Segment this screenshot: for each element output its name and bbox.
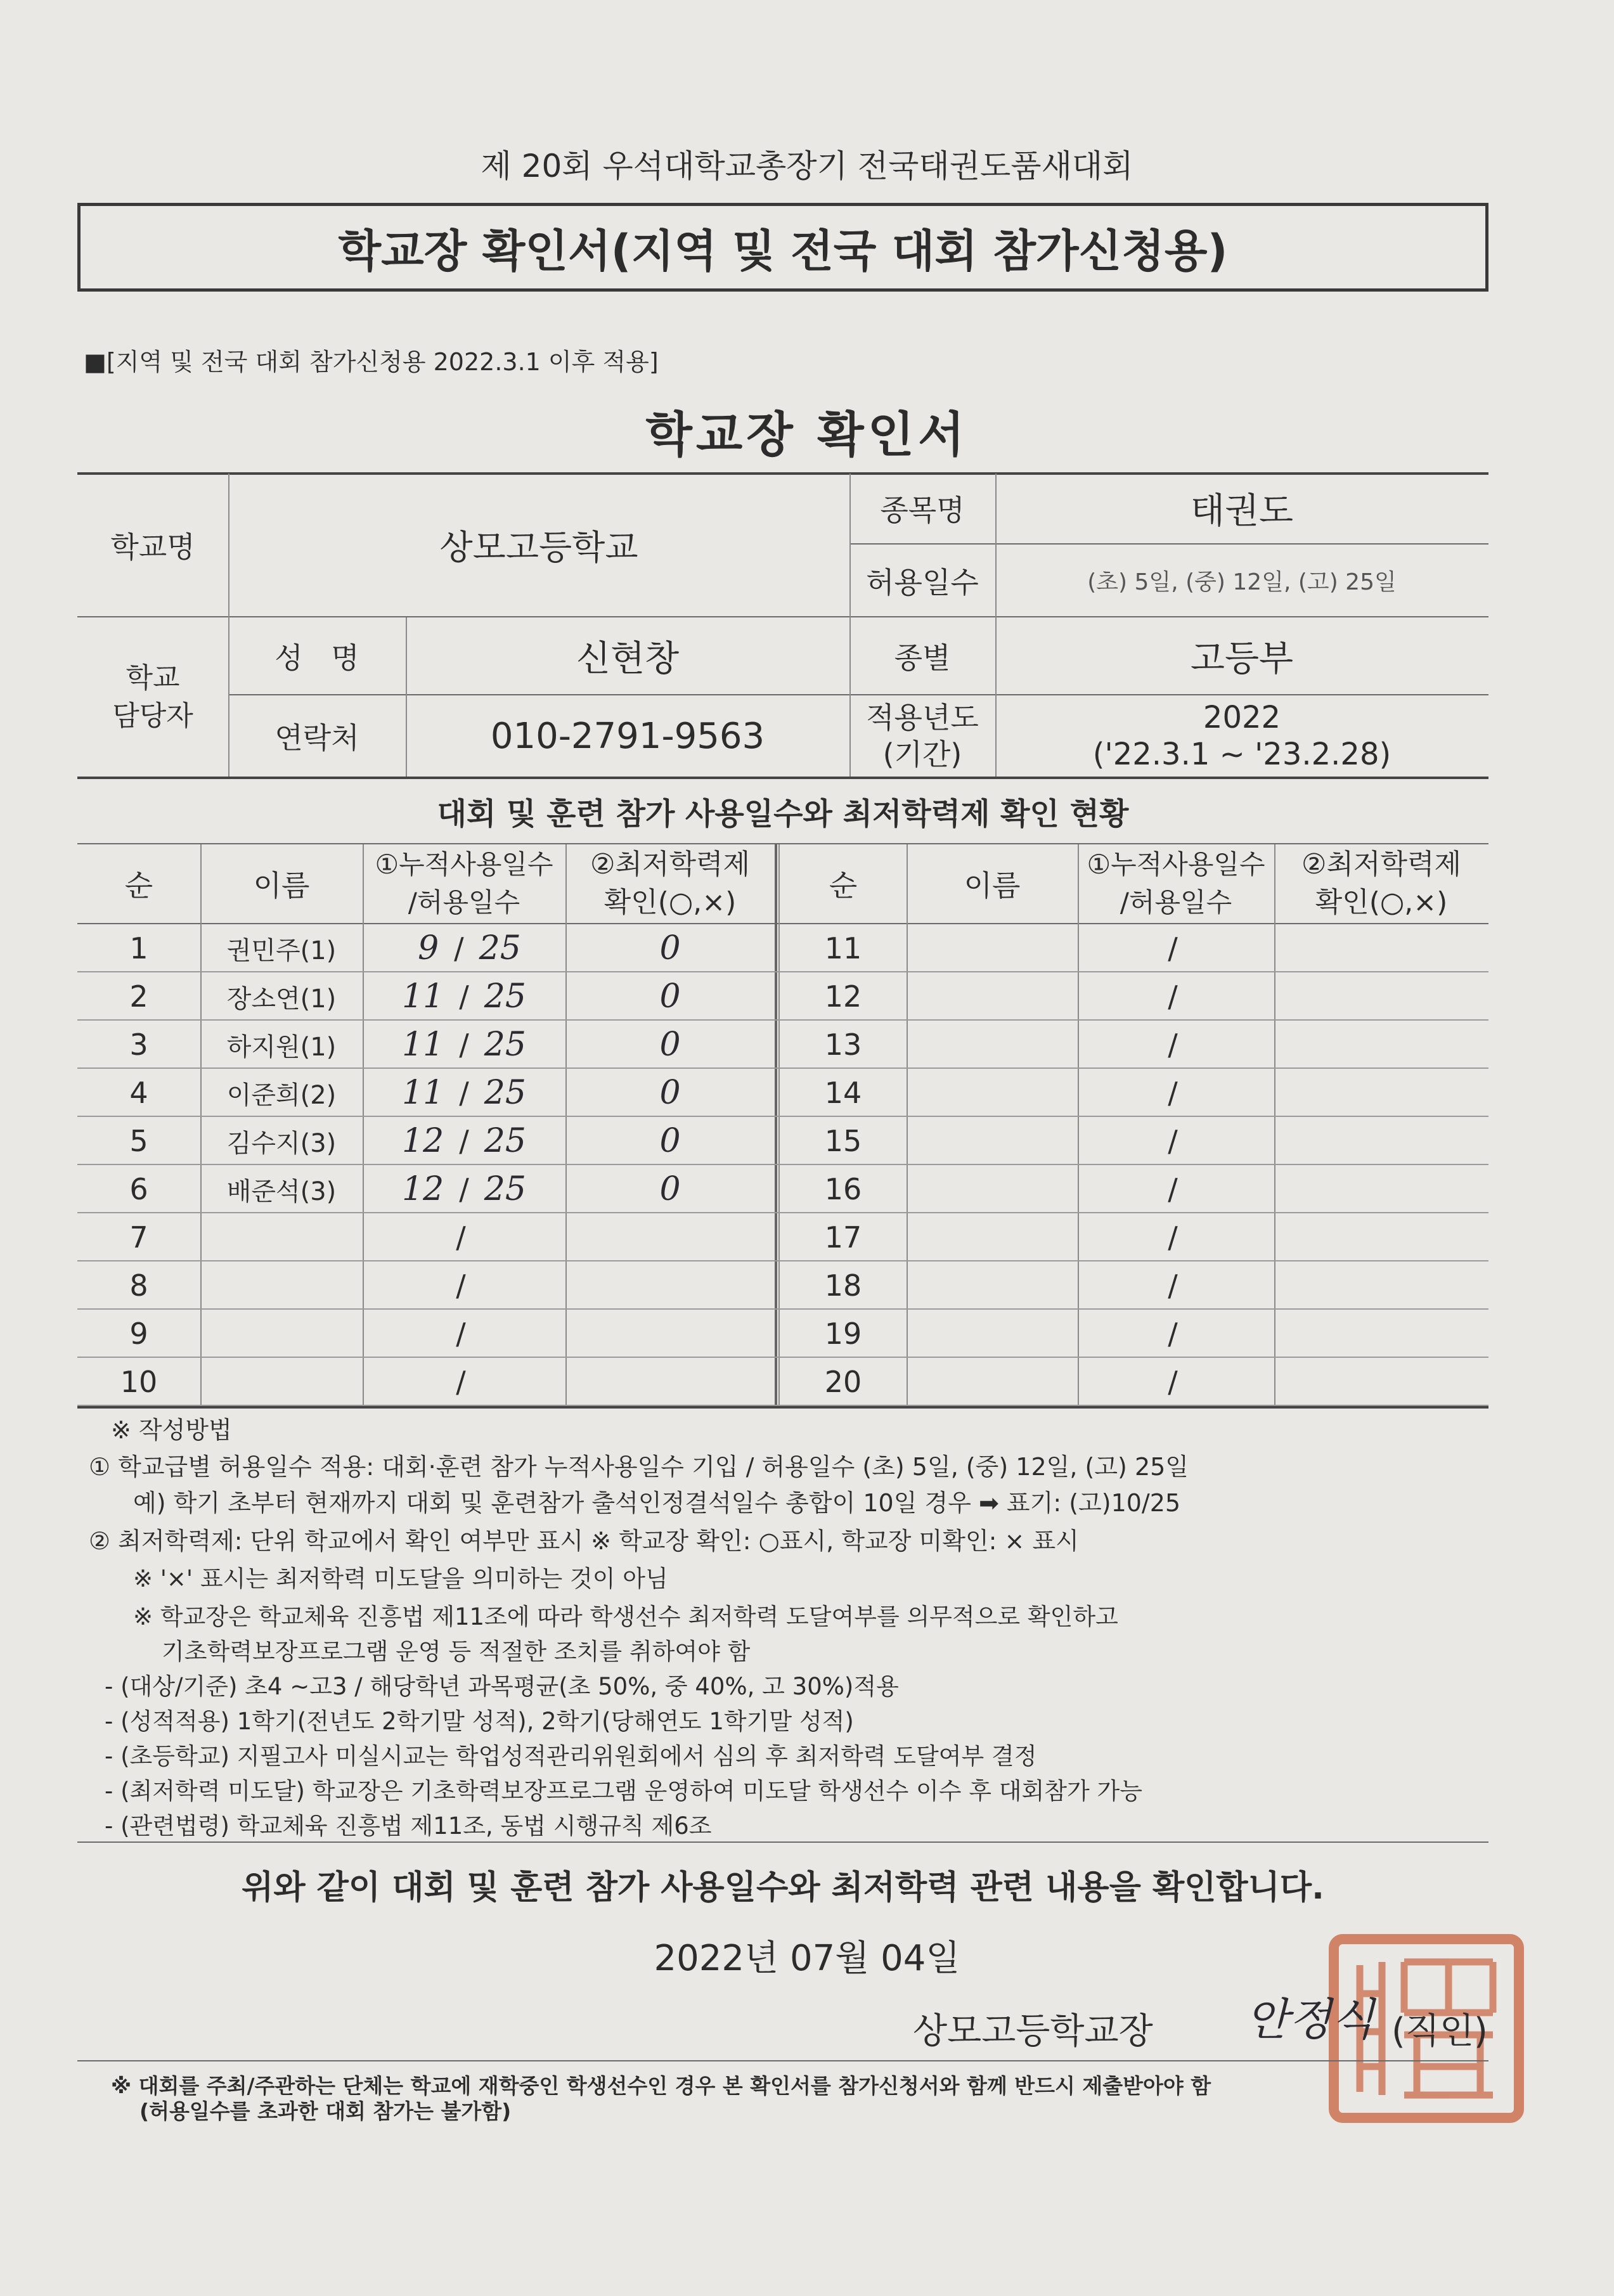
col-days-left — [363, 844, 565, 923]
row-name: 이준희(2) — [226, 1080, 337, 1110]
row-check: 0 — [659, 929, 681, 967]
row-check: 0 — [659, 1026, 681, 1064]
row-days — [1078, 1213, 1274, 1261]
row-days-slash: / — [459, 1028, 469, 1062]
col-name-right: 이름 — [964, 868, 1021, 903]
row-days — [363, 1165, 565, 1213]
col-no-right: 순 — [829, 868, 858, 903]
row-days — [363, 972, 565, 1021]
row-days — [1078, 1069, 1274, 1117]
footnote-2: (허용일수를 초과한 대회 참가는 불가함) — [139, 2099, 512, 2124]
confirm-statement: 위와 같이 대회 및 훈련 참가 사용일수와 최저학력 관련 내용을 확인합니다. — [242, 1869, 1324, 1907]
row-days-slash: / — [1168, 1028, 1178, 1062]
row-days-allowed: 25 — [479, 929, 521, 967]
row-days-slash: / — [459, 1172, 469, 1206]
row-check — [1274, 1310, 1488, 1358]
row-days-slash: / — [459, 1076, 469, 1110]
row-number: 6 — [129, 1172, 148, 1206]
division-value: 고등부 — [1190, 638, 1294, 680]
row-check — [1274, 972, 1488, 1021]
row-days — [363, 1117, 565, 1165]
row-number: 10 — [120, 1365, 158, 1399]
school-value: 상모고등학교 — [439, 527, 638, 567]
detail-5: - (관련법령) 학교체육 진흥법 제11조, 동법 시행규칙 제6조 — [105, 1812, 712, 1840]
signature-line — [77, 2060, 1488, 2061]
row-check: 0 — [659, 1170, 681, 1208]
table-bottom-border — [77, 1406, 1488, 1409]
note-1: ① 학교급별 허용일수 적용: 대회·훈련 참가 누적사용일수 기입 / 허용일수 (초) 5일, (중) 12일, (고) 25일 — [89, 1453, 1189, 1481]
row-days-allowed: 25 — [484, 977, 526, 1016]
signer-name: 상모고등학교장 — [913, 2011, 1153, 2052]
row-name: 김수지(3) — [226, 1128, 337, 1158]
year-label — [849, 695, 995, 777]
row-days — [1078, 972, 1274, 1021]
row-days — [1078, 1117, 1274, 1165]
row-days-slash: / — [454, 931, 464, 965]
row-name: 하지원(1) — [226, 1032, 337, 1062]
row-number: 14 — [824, 1076, 862, 1110]
row-check — [565, 1213, 775, 1261]
name-value: 신현창 — [576, 638, 680, 680]
row-check — [1274, 1213, 1488, 1261]
row-days-used: 11 — [402, 1074, 444, 1112]
row-name — [200, 1358, 363, 1406]
row-check — [1274, 1358, 1488, 1406]
row-check — [1274, 1021, 1488, 1069]
row-name — [907, 972, 1078, 1021]
row-number: 13 — [824, 1028, 862, 1062]
row-days-slash: / — [1168, 931, 1178, 965]
row-check — [1274, 1261, 1488, 1310]
row-number: 18 — [824, 1268, 862, 1303]
row-number: 8 — [129, 1268, 148, 1303]
row-check: 0 — [659, 1122, 681, 1160]
row-check — [1274, 1117, 1488, 1165]
notes-bottom-border — [77, 1841, 1488, 1843]
event-title: 제 20회 우석대학교총장기 전국태권도품새대회 — [481, 148, 1133, 184]
staff-label-line-2: 담당자 — [112, 699, 193, 732]
year-value — [995, 695, 1488, 777]
row-days-used: 12 — [402, 1170, 444, 1208]
note-3: ※ '×' 표시는 최저학력 미도달을 의미하는 것이 아님 — [133, 1565, 668, 1592]
row-days — [1078, 1165, 1274, 1213]
col-no-left: 순 — [124, 868, 153, 903]
row-days-used: 12 — [402, 1122, 444, 1160]
notes-heading: ※ 작성방법 — [111, 1416, 232, 1444]
contact-label: 연락처 — [274, 721, 359, 755]
row-name: 권민주(1) — [226, 936, 337, 965]
row-days-used: 11 — [402, 977, 444, 1016]
sport-label: 종목명 — [880, 493, 965, 527]
row-name — [907, 1213, 1078, 1261]
note-4-continued: 기초학력보장프로그램 운영 등 적절한 조치를 취하여야 함 — [162, 1638, 751, 1665]
year-label-line-1: 적용년도 — [866, 700, 979, 735]
name-label: 성 명 — [274, 640, 359, 675]
row-days-used: 11 — [402, 1026, 444, 1064]
row-name — [200, 1213, 363, 1261]
allowed-value: (초) 5일, (중) 12일, (고) 25일 — [1087, 569, 1397, 595]
row-number: 3 — [129, 1028, 148, 1062]
row-number: 17 — [824, 1220, 862, 1254]
row-check: 0 — [659, 1074, 681, 1112]
row-days — [363, 1261, 565, 1310]
row-days — [363, 1213, 565, 1261]
detail-1: - (대상/기준) 초4 ~고3 / 해당학년 과목평균(초 50%, 중 40%, 고 30%)적용 — [105, 1673, 899, 1700]
row-name — [907, 1261, 1078, 1310]
year-value-line-1: 2022 — [1203, 700, 1281, 735]
staff-label-line-1: 학교 — [126, 661, 180, 694]
row-days — [1078, 924, 1274, 972]
row-days-slash: / — [1168, 1124, 1178, 1158]
row-days-slash: / — [459, 979, 469, 1014]
row-days-slash: / — [1168, 1076, 1178, 1110]
row-number: 12 — [824, 979, 862, 1014]
col-days-line-2: /허용일수 — [1120, 887, 1232, 918]
row-name — [907, 1117, 1078, 1165]
row-check — [565, 1261, 775, 1310]
row-days-slash: / — [1168, 979, 1178, 1014]
boxed-title-frame — [77, 203, 1488, 292]
contact-value: 010-2791-9563 — [490, 715, 765, 757]
row-number: 1 — [129, 931, 148, 965]
note-1-example: 예) 학기 초부터 현재까지 대회 및 훈련참가 출석인정결석일수 총합이 10일 경우 ➡ 표기: (고)10/25 — [133, 1489, 1181, 1517]
row-days-allowed: 25 — [484, 1122, 526, 1160]
row-days-slash: / — [456, 1268, 466, 1303]
row-number: 15 — [824, 1124, 862, 1158]
division-label: 종별 — [894, 640, 951, 675]
row-days-allowed: 25 — [484, 1026, 526, 1064]
col-check-line-2: 확인(○,×) — [1315, 886, 1448, 919]
row-days-slash: / — [1168, 1220, 1178, 1254]
table-center-divider — [775, 844, 777, 1406]
row-name — [907, 1165, 1078, 1213]
seal-label: (직인) — [1391, 2011, 1488, 2052]
row-number: 9 — [129, 1317, 148, 1351]
row-check — [1274, 1165, 1488, 1213]
confirm-date: 2022년 07월 04일 — [654, 1938, 960, 1979]
row-check — [1274, 924, 1488, 972]
row-number: 11 — [824, 931, 862, 965]
row-number: 20 — [824, 1365, 862, 1399]
row-name — [907, 1358, 1078, 1406]
allowed-label: 허용일수 — [866, 565, 979, 600]
row-days — [363, 1069, 565, 1117]
row-check — [1274, 1069, 1488, 1117]
row-days — [363, 1358, 565, 1406]
row-number: 4 — [129, 1076, 148, 1110]
staff-label — [77, 617, 228, 777]
row-days-slash: / — [1168, 1365, 1178, 1399]
year-label-line-2: (기간) — [882, 737, 962, 771]
detail-4: - (최저학력 미도달) 학교장은 기초학력보장프로그램 운영하여 미도달 학생선수 이수 후 대회참가 가능 — [105, 1777, 1143, 1805]
row-number: 2 — [129, 979, 148, 1014]
year-value-line-2: ('22.3.1 ~ '23.2.28) — [1092, 737, 1391, 772]
row-days-slash: / — [456, 1365, 466, 1399]
col-check-line-1: ②최저학력제 — [1301, 848, 1461, 880]
note-4: ※ 학교장은 학교체육 진흥법 제11조에 따라 학생선수 최저학력 도달여부를 의무적으로 확인하고 — [133, 1603, 1118, 1630]
col-check-line-1: ②최저학력제 — [590, 848, 750, 880]
row-check — [565, 1310, 775, 1358]
row-number: 16 — [824, 1172, 862, 1206]
sport-value: 태권도 — [1190, 491, 1294, 532]
detail-3: - (초등학교) 지필고사 미실시교는 학업성적관리위원회에서 심의 후 최저학력 도달여부 결정 — [105, 1743, 1037, 1770]
row-days-allowed: 25 — [484, 1170, 526, 1208]
footnote-1: ※ 대회를 주최/주관하는 단체는 학교에 재학중인 학생선수인 경우 본 확인서를 참가신청서와 함께 반드시 제출받아야 함 — [111, 2073, 1211, 2098]
section-title: 대회 및 훈련 참가 사용일수와 최저학력제 확인 현황 — [437, 796, 1129, 832]
col-days-right — [1078, 844, 1274, 923]
row-days — [1078, 1358, 1274, 1406]
col-check-right — [1274, 844, 1488, 923]
row-days-slash: / — [456, 1317, 466, 1351]
form-title: 학교장 확인서 — [645, 406, 969, 463]
row-number: 7 — [129, 1220, 148, 1254]
col-days-line-1: ①누적사용일수 — [1087, 849, 1265, 880]
row-name — [907, 1069, 1078, 1117]
row-days-slash: / — [456, 1220, 466, 1254]
col-check-line-2: 확인(○,×) — [604, 886, 737, 919]
school-label: 학교명 — [110, 529, 195, 564]
row-name — [907, 924, 1078, 972]
row-number: 19 — [824, 1317, 862, 1351]
row-days-slash: / — [459, 1124, 469, 1158]
row-name — [200, 1261, 363, 1310]
col-days-line-1: ①누적사용일수 — [375, 849, 553, 880]
boxed-title: 학교장 확인서(지역 및 전국 대회 참가신청용) — [338, 224, 1228, 277]
row-days — [363, 924, 565, 972]
row-days-allowed: 25 — [484, 1074, 526, 1112]
signature: 안정식 — [1246, 1994, 1374, 2046]
col-check-left — [565, 844, 775, 923]
row-days-slash: / — [1168, 1317, 1178, 1351]
row-days-used: 9 — [418, 929, 439, 967]
row-days — [363, 1021, 565, 1069]
row-check — [565, 1358, 775, 1406]
detail-2: - (성적적용) 1학기(전년도 2학기말 성적), 2학기(당해연도 1학기말 성적) — [105, 1708, 854, 1735]
row-check: 0 — [659, 977, 681, 1016]
note-2: ② 최저학력제: 단위 학교에서 확인 여부만 표시 ※ 학교장 확인: ○표시, 학교장 미확인: × 표시 — [89, 1527, 1079, 1555]
row-days — [1078, 1021, 1274, 1069]
row-name: 배준석(3) — [226, 1177, 337, 1206]
row-days — [1078, 1261, 1274, 1310]
row-days-slash: / — [1168, 1172, 1178, 1206]
row-days — [363, 1310, 565, 1358]
row-name — [200, 1310, 363, 1358]
row-number: 5 — [129, 1124, 148, 1158]
row-name: 장소연(1) — [226, 984, 337, 1014]
row-days — [1078, 1310, 1274, 1358]
applicable-note: ■[지역 및 전국 대회 참가신청용 2022.3.1 이후 적용] — [84, 348, 659, 376]
row-name — [907, 1021, 1078, 1069]
row-days-slash: / — [1168, 1268, 1178, 1303]
col-days-line-2: /허용일수 — [408, 887, 520, 918]
col-name-left: 이름 — [253, 868, 310, 903]
row-name — [907, 1310, 1078, 1358]
